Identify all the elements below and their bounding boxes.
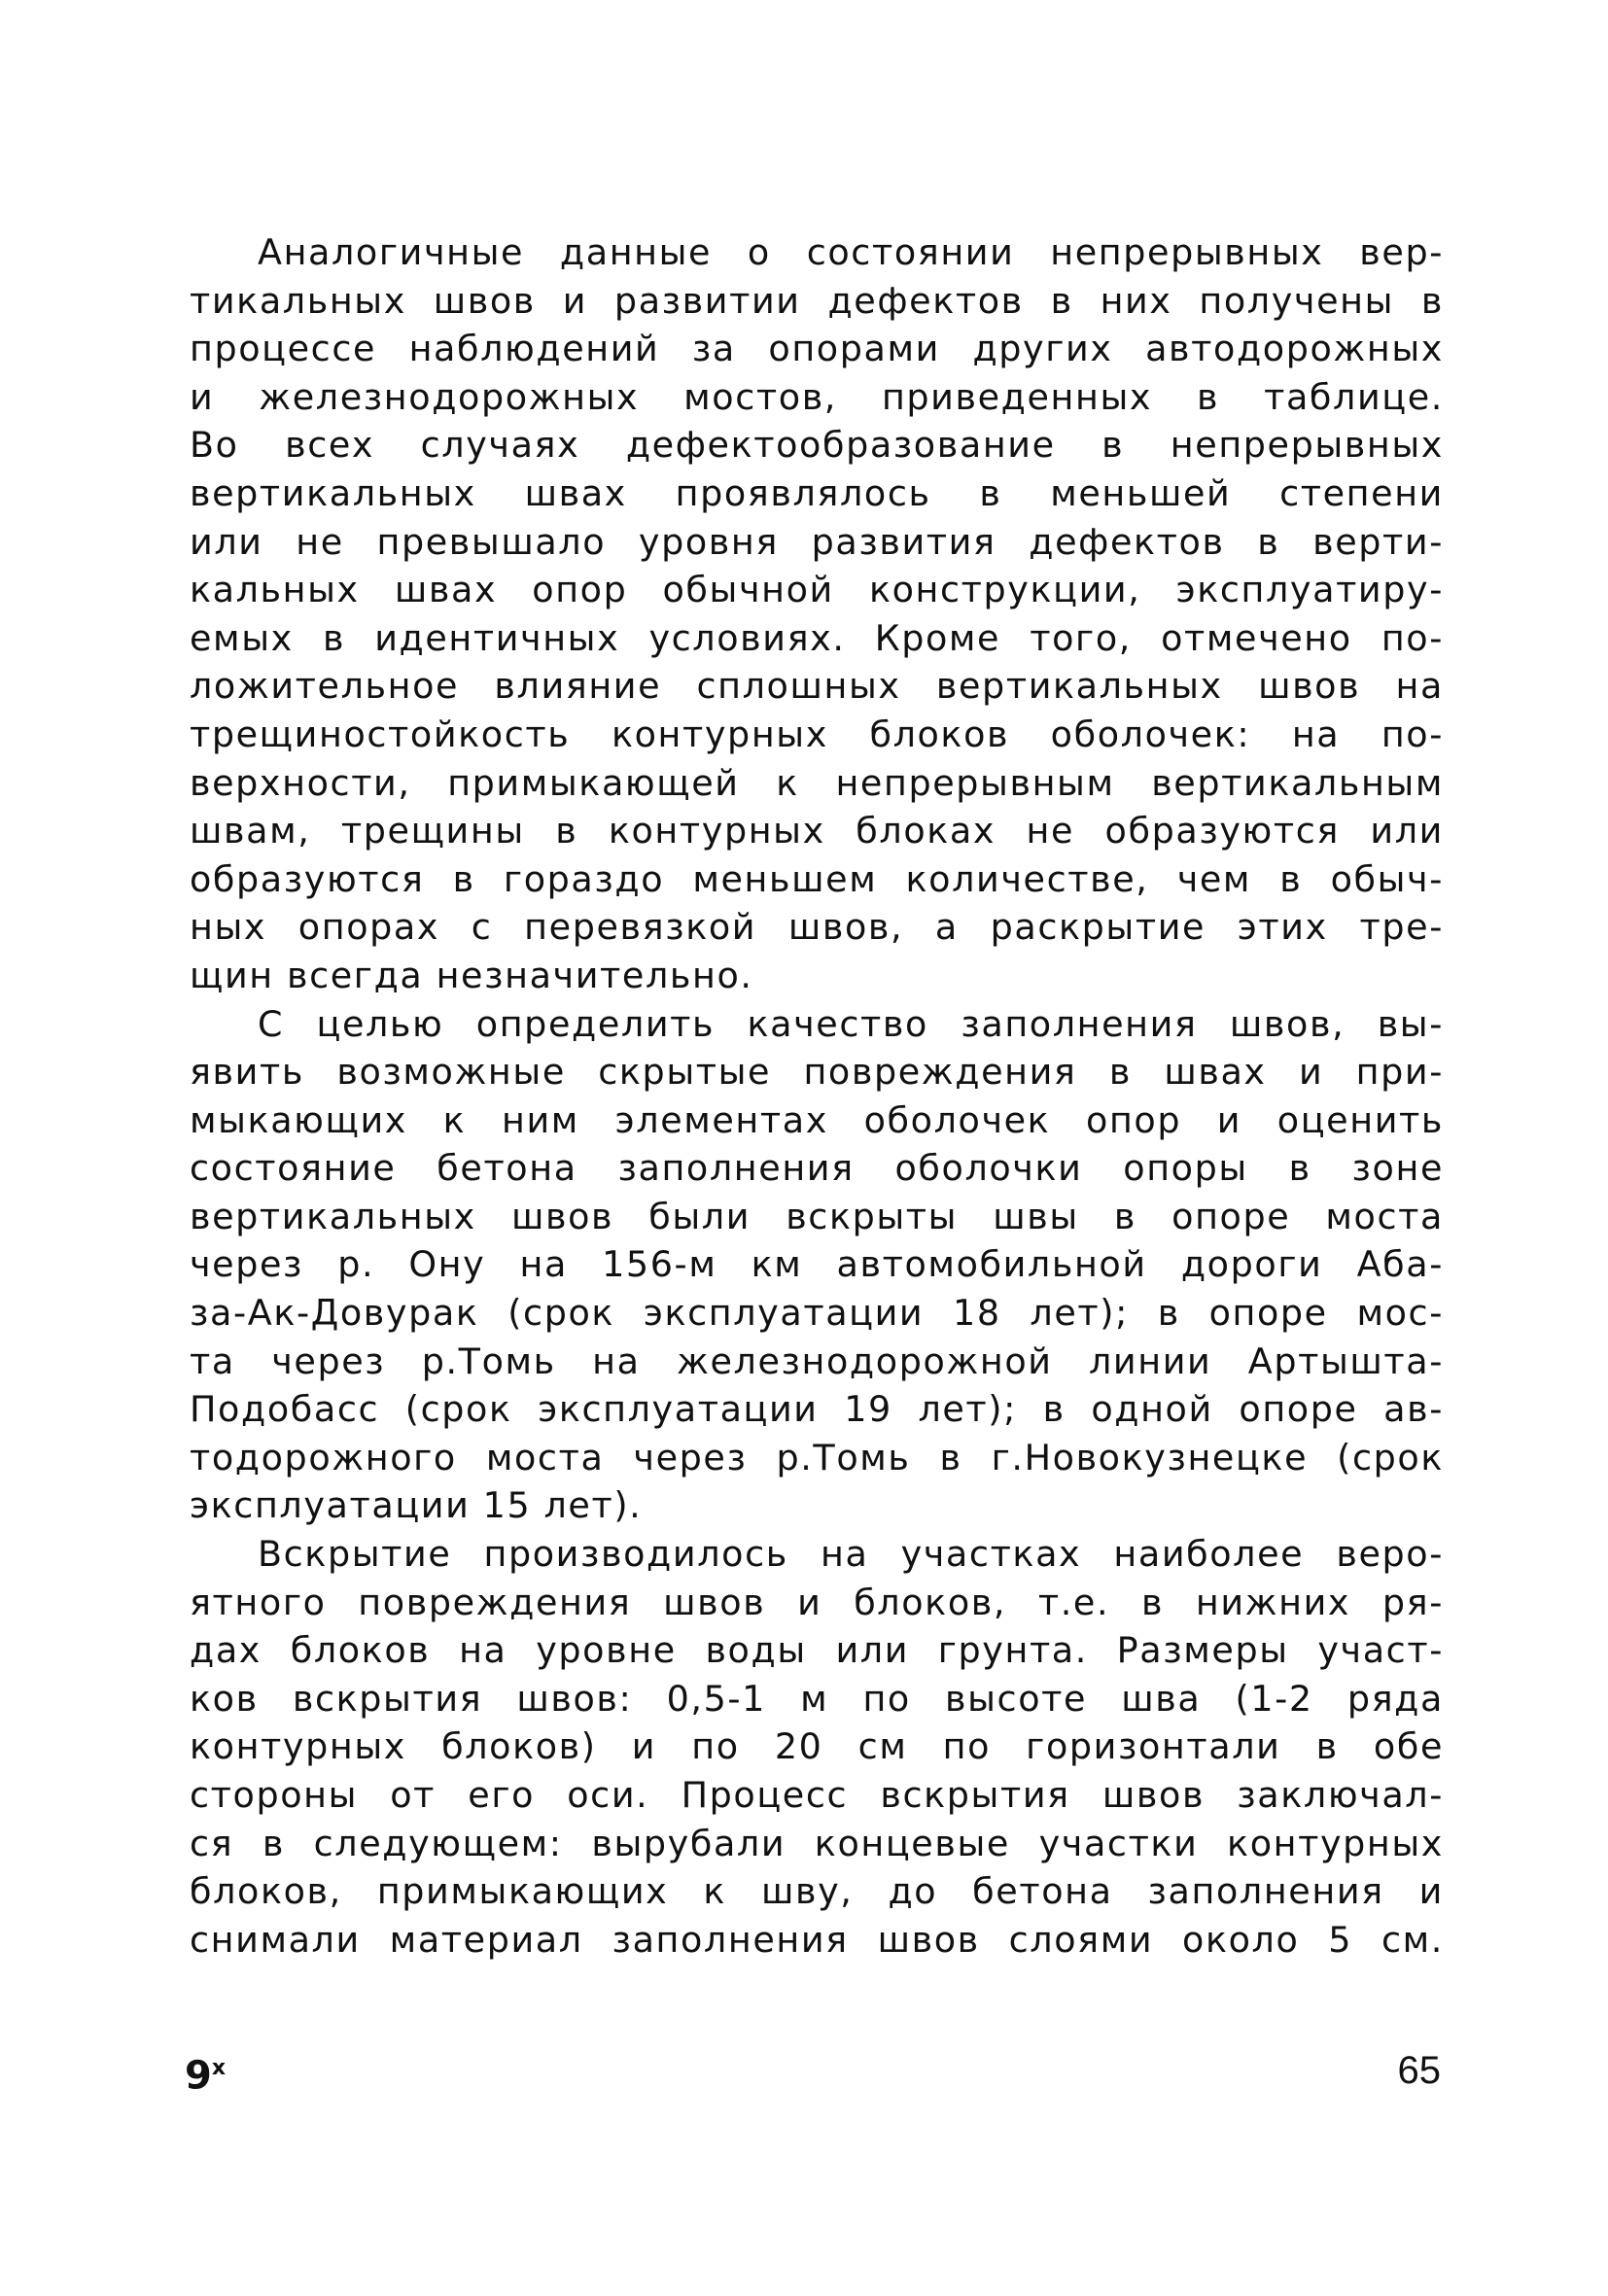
text-line: дах блоков на уровне воды или грунта. Размеры участ- — [190, 1629, 1444, 1672]
text-line: мыкающих к ним элементах оболочек опор и оценить — [190, 1098, 1444, 1141]
text-line: снимали материал заполнения швов слоями около 5 см. — [190, 1918, 1444, 1961]
text-line: за-Ак-Довурак (срок эксплуатации 18 лет); в опоре мос- — [190, 1292, 1444, 1335]
text-line: стороны от его оси. Процесс вскрытия швов заключал- — [190, 1774, 1444, 1816]
text-line: ложительное влияние сплошных вертикальных швов на — [190, 665, 1444, 708]
text-line: тикальных швов и развитии дефектов в них получены в — [190, 279, 1444, 322]
paragraph-1 — [190, 228, 1444, 1000]
text-line: трещиностойкость контурных блоков оболочек: на по- — [190, 713, 1444, 755]
text-line: блоков, примыкающих к шву, до бетона заполнения и — [190, 1870, 1444, 1913]
paragraph-2 — [190, 1000, 1444, 1531]
signature-number: 9 — [185, 2053, 212, 2099]
text-line: явить возможные скрытые повреждения в швах и при- — [190, 1051, 1444, 1094]
text-line: ных опорах с перевязкой швов, а раскрытие этих тре- — [190, 906, 1444, 949]
text-line: эксплуатации 15 лет). — [190, 1484, 643, 1527]
text-line: вертикальных швах проявлялось в меньшей степени — [190, 471, 1444, 514]
signature-sup: x — [211, 2056, 227, 2080]
text-line: швам, трещины в контурных блоках не образуются или — [190, 810, 1444, 852]
text-line: или не превышало уровня развития дефектов в верти- — [190, 520, 1444, 563]
text-line: емых в идентичных условиях. Кроме того, отмечено по- — [190, 616, 1444, 659]
text-line: Подобасс (срок эксплуатации 19 лет); в одной опоре ав- — [190, 1388, 1444, 1431]
text-line: вертикальных швов были вскрыты швы в опоре моста — [190, 1195, 1444, 1237]
text-line: ся в следующем: вырубали концевые участки контурных — [190, 1822, 1444, 1864]
text-line: процессе наблюдений за опорами других автодорожных — [190, 328, 1444, 370]
text-line: Аналогичные данные о состоянии непрерывных вер- — [258, 231, 1444, 273]
text-line: Во всех случаях дефектообразование в непрерывных — [190, 424, 1444, 467]
text-line: С целью определить качество заполнения швов, вы- — [258, 1002, 1444, 1045]
paragraph-3 — [190, 1530, 1444, 1964]
text-line: кальных швах опор обычной конструкции, эксплуатиру- — [190, 569, 1444, 611]
text-line: щин всегда незначительно. — [190, 954, 753, 996]
text-line: и железнодорожных мостов, приведенных в таблице. — [190, 375, 1444, 418]
text-line: Вскрытие производилось на участках наиболее веро- — [258, 1533, 1444, 1576]
text-line: через р. Ону на 156-м км автомобильной дороги Аба- — [190, 1243, 1444, 1286]
text-line: образуются в гораздо меньшем количестве, чем в обыч- — [190, 857, 1444, 900]
page-number: 65 — [1397, 2049, 1441, 2092]
text-line: та через р.Томь на железнодорожной линии Артышта- — [190, 1339, 1444, 1382]
text-line: состояние бетона заполнения оболочки опоры в зоне — [190, 1147, 1444, 1190]
text-line: тодорожного моста через р.Томь в г.Новокузнецке (срок — [190, 1436, 1444, 1478]
text-line: ятного повреждения швов и блоков, т.е. в нижних ря- — [190, 1581, 1444, 1623]
text-line: верхности, примыкающей к непрерывным вертикальным — [190, 761, 1444, 804]
text-line: контурных блоков) и по 20 см по горизонтали в обе — [190, 1725, 1444, 1768]
body-text — [190, 228, 1444, 1964]
signature-mark — [185, 2049, 227, 2099]
text-line: ков вскрытия швов: 0,5-1 м по высоте шва (1-2 ряда — [190, 1677, 1444, 1720]
